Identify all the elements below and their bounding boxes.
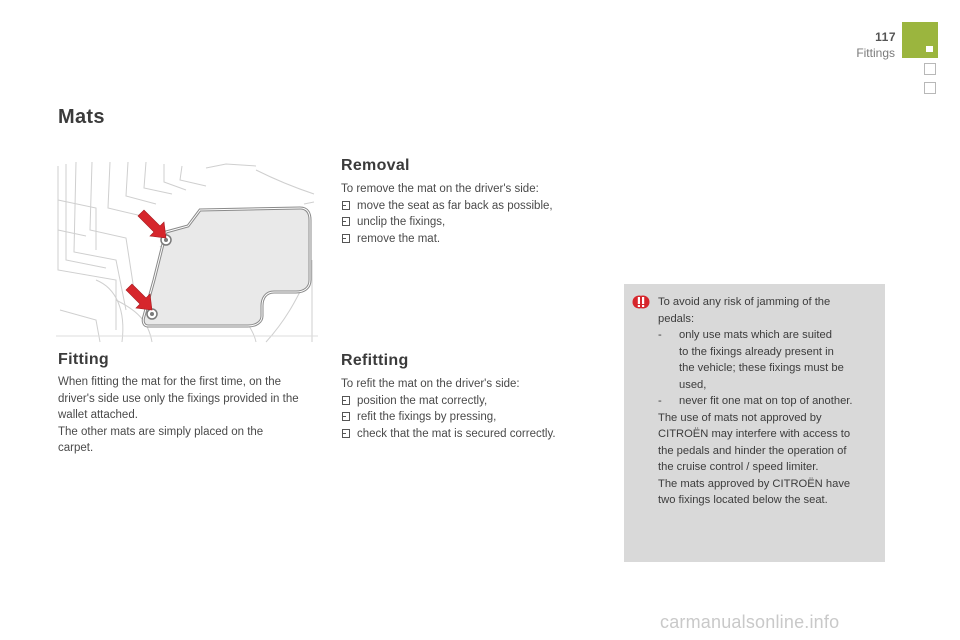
warning-text (658, 294, 880, 509)
warning-line: The use of mats not approved by (658, 411, 822, 424)
refitting-intro: To refit the mat on the driver's side: (341, 378, 520, 390)
checkbox-icon (342, 396, 350, 405)
list-item: remove the mat. (341, 231, 601, 248)
removal-intro: To remove the mat on the driver's side: (341, 183, 539, 195)
checkbox-icon (342, 217, 350, 226)
fitting-text (58, 374, 320, 457)
checkbox-icon (342, 201, 350, 210)
section-tab-empty-1 (924, 63, 936, 75)
checkbox-icon (342, 429, 350, 438)
section-name: Fittings (856, 46, 895, 60)
warning-icon (632, 293, 650, 311)
warning-line: pedals: (658, 312, 695, 325)
section-tab-empty-2 (924, 82, 936, 94)
checkbox-icon (342, 412, 350, 421)
fitting-heading: Fitting (58, 351, 109, 368)
removal-heading: Removal (341, 157, 410, 174)
warning-line: The mats approved by CITROËN have (658, 477, 851, 490)
refitting-block (341, 376, 601, 442)
fitting-line: driver's side use only the fixings provided in the (58, 392, 299, 405)
warning-line: CITROËN may interfere with access to (658, 428, 851, 440)
list-item: move the seat as far back as possible, (341, 198, 601, 215)
watermark: carmanualsonline.info (660, 612, 840, 632)
list-item: position the mat correctly, (341, 393, 601, 410)
section-tab-marker (926, 46, 933, 52)
removal-steps (341, 198, 601, 248)
checkbox-icon (342, 234, 350, 243)
list-item: refit the fixings by pressing, (341, 409, 601, 426)
warning-line: two fixings located below the seat. (658, 494, 828, 506)
page-title: Mats (58, 106, 105, 128)
refitting-heading: Refitting (341, 352, 409, 369)
fitting-line: wallet attached. (58, 409, 138, 421)
dash-marker: - (658, 395, 662, 407)
list-item: check that the mat is secured correctly. (341, 426, 601, 443)
removal-block (341, 181, 601, 247)
dash-marker: - (658, 329, 662, 341)
warning-line: the cruise control / speed limiter. (658, 461, 819, 473)
warning-list-item: - only use mats which are suited to the fixings already present in the vehicle; these fixings must be used, (658, 329, 844, 391)
fitting-line: When fitting the mat for the first time, on the (58, 376, 282, 388)
page-number: 117 (875, 30, 896, 44)
fitting-line: The other mats are simply placed on the (58, 425, 264, 438)
warning-line: To avoid any risk of jamming of the (658, 296, 831, 308)
warning-list-item: - never fit one mat on top of another. (658, 393, 880, 410)
section-tab (902, 22, 938, 58)
arrow-icon-upper (138, 210, 166, 238)
list-item: unclip the fixings, (341, 214, 601, 231)
arrow-icon-lower (126, 284, 152, 310)
fitting-line: carpet. (58, 442, 94, 454)
mat-fitting-illustration (56, 160, 318, 344)
refitting-steps (341, 393, 601, 443)
warning-line: the pedals and hinder the operation of (658, 444, 847, 457)
